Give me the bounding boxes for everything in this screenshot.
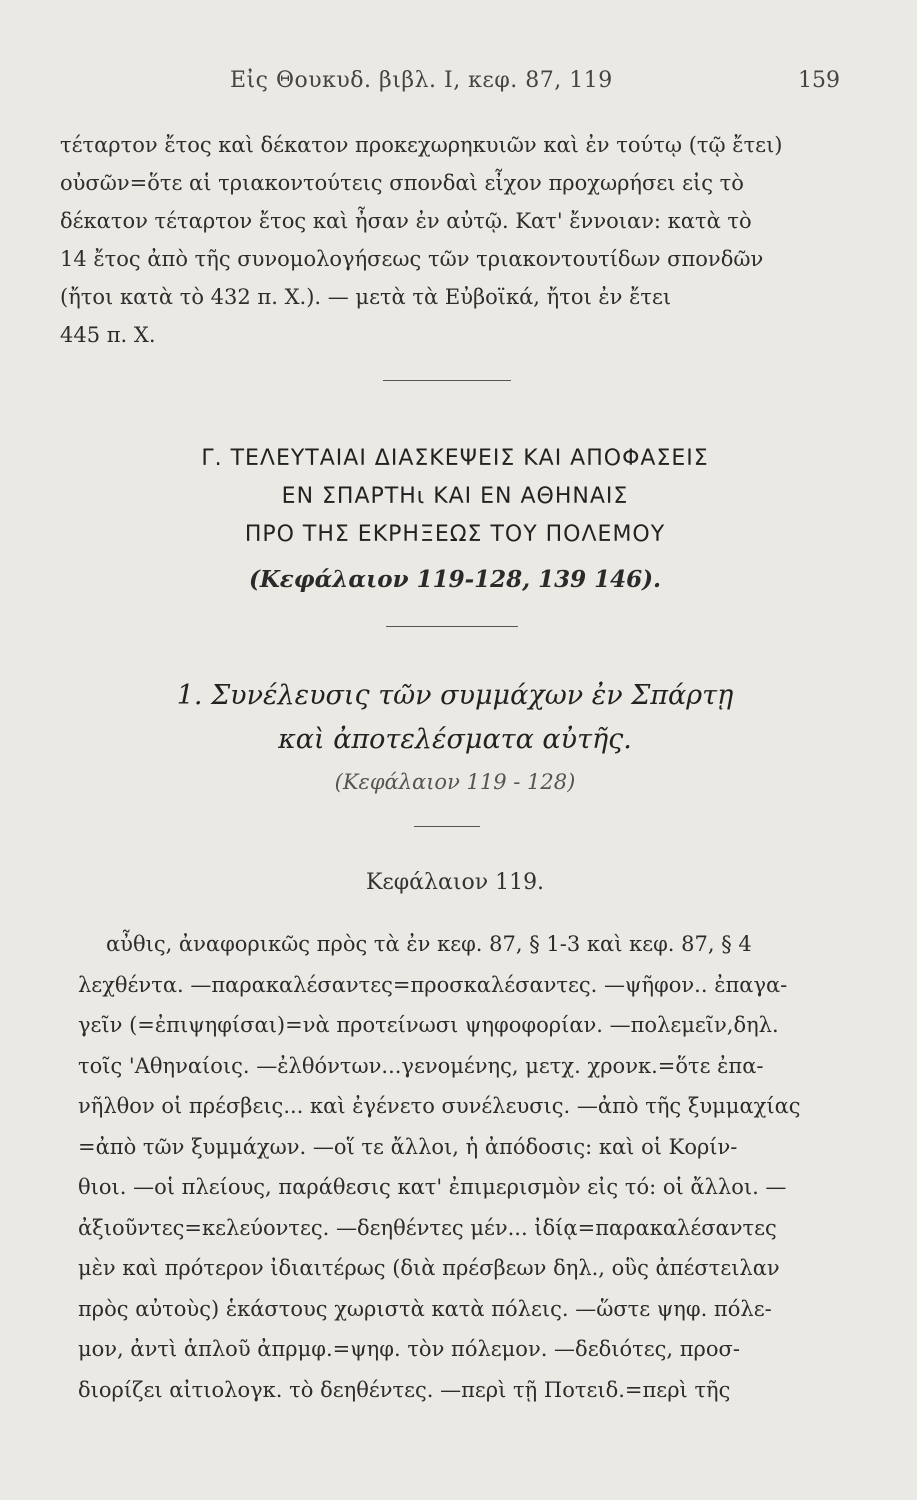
text-line: δέκατον τέταρτον ἔτος καὶ ἦσαν ἐν αὐτῷ. Κατ' ἔννοιαν: κατὰ τὸ [60,209,752,233]
text-line: θιοι. —οἱ πλείους, παράθεσις κατ' ἐπιμερισμὸν εἰς τό: οἱ ἄλλοι. — [78,1175,787,1199]
divider-rule [414,826,480,827]
divider-rule [383,380,511,381]
section-title-line: καὶ ἀποτελέσματα αὐτῆς. [278,724,632,755]
running-head [60,68,840,102]
text-line: μον, ἀντὶ ἁπλοῦ ἀπρμφ.=ψηφ. τὸν πόλεμον. —δεδιότες, προσ- [78,1337,740,1361]
text-line: γεῖν (=ἐπιψηφίσαι)=νὰ προτείνωσι ψηφοφορίαν. —πολεμεῖν,δηλ. [78,1013,779,1037]
main-heading-line: ΠΡΟ ΤΗΣ ΕΚΡΗΞΕΩΣ ΤΟΥ ΠΟΛΕΜΟΥ [244,522,666,547]
text-line: ἀξιοῦντες=κελεύοντες. —δεηθέντες μέν... ἰδίᾳ=παρακαλέσαντες [78,1215,777,1240]
section-title [60,674,850,762]
chapter-label: Κεφάλαιον 119. [365,870,545,895]
intro-paragraph [60,126,840,354]
text-line: μὲν καὶ πρότερον ἰδιαιτέρως (διὰ πρέσβεων δηλ., οὓς ἀπέστειλαν [78,1256,780,1280]
text-line: (ἤτοι κατὰ τὸ 432 π. Χ.). — μετὰ τὰ Εὐβοϊκά, ἤτοι ἐν ἔτει [60,285,672,309]
page-number: 159 [798,68,840,93]
text-line: τοῖς 'Αθηναίοις. —ἐλθόντων...γενομένης, μετχ. χρονκ.=ὅτε ἐπα- [78,1053,764,1078]
main-chapter-range: (Κεφάλαιον 119-128, 139 146). [248,566,662,593]
text-line: νῆλθον οἱ πρέσβεις... καὶ ἐγένετο συνέλευσις. —ἀπὸ τῆς ξυμμαχίας [78,1094,801,1118]
text-line: οὐσῶν=ὅτε αἱ τριακοντούτεις σπονδαὶ εἶχον προχωρήσει εἰς τὸ [60,171,744,195]
divider-rule [386,626,518,627]
section-chapter-range: (Κεφάλαιον 119 - 128) [334,770,576,794]
main-heading [60,440,850,554]
main-heading-line: ΕΝ ΣΠΑΡΤΗι ΚΑΙ ΕΝ ΑΘΗΝΑΙΣ [281,484,629,509]
text-line: διορίζει αἰτιολογκ. τὸ δεηθέντες. —περὶ τῇ Ποτειδ.=περὶ τῆς [78,1377,731,1402]
main-heading-line: Γ. ΤΕΛΕΥΤΑΙΑΙ ΔΙΑΣΚΕΨΕΙΣ ΚΑΙ ΑΠΟΦΑΣΕΙΣ [201,446,709,471]
text-line: αὖθις, ἀναφορικῶς πρὸς τὰ ἐν κεφ. 87, § 1-3 καὶ κεφ. 87, § 4 [106,932,752,956]
text-line: πρὸς αὐτοὺς) ἑκάστους χωριστὰ κατὰ πόλεις. —ὥστε ψηφ. πόλε- [78,1296,772,1321]
text-line: =ἀπὸ τῶν ξυμμάχων. —οἵ τε ἄλλοι, ἡ ἀπόδοσις: καὶ οἱ Κορίν- [78,1134,738,1159]
commentary-text [78,924,843,1410]
text-line: τέταρτον ἔτος καὶ δέκατον προκεχωρηκυιῶν καὶ ἐν τούτῳ (τῷ ἔτει) [60,133,783,157]
section-title-line: 1. Συνέλευσις τῶν συμμάχων ἐν Σπάρτῃ [176,680,734,711]
text-line: λεχθέντα. —παρακαλέσαντες=προσκαλέσαντες. —ψῆφον.. ἐπαγα- [78,972,788,997]
text-line: 445 π. Χ. [60,323,156,347]
text-line: 14 ἔτος ἀπὸ τῆς συνομολογήσεως τῶν τριακοντουτίδων σπονδῶν [60,247,764,271]
running-head-title: Εἰς Θουκυδ. βιβλ. Ι, κεφ. 87, 119 [230,68,613,93]
